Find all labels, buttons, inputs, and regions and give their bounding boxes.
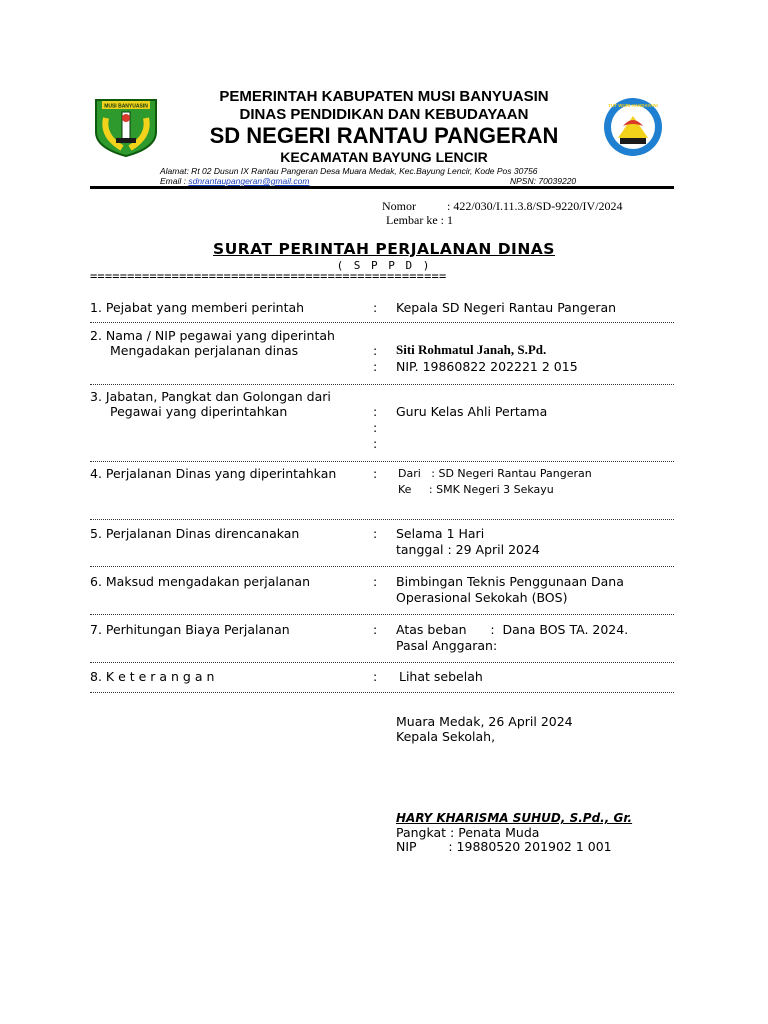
dotted-divider xyxy=(90,322,674,323)
lembar-ke: Lembar ke : 1 xyxy=(386,213,453,227)
travel-purpose: Bimbingan Teknis Penggunaan Dana xyxy=(396,574,624,589)
item1-label: 1. Pejabat yang memberi perintah xyxy=(90,300,305,315)
travel-to: Ke : SMK Negeri 3 Sekayu xyxy=(398,483,554,496)
government-heading: PEMERINTAH KABUPATEN MUSI BANYUASIN xyxy=(219,88,549,105)
department-heading: DINAS PENDIDIKAN DAN KEBUDAYAAN xyxy=(239,106,529,123)
item8-label: 8. K e t e r a n g a n xyxy=(90,669,215,684)
document-subtitle: ( S P P D ) xyxy=(336,259,432,272)
item7-colon: : xyxy=(373,622,378,637)
cost-burden: Atas beban : Dana BOS TA. 2024. xyxy=(396,622,629,637)
npsn: NPSN: 70039220 xyxy=(510,176,577,186)
item3-label-cont: Pegawai yang diperintahkan xyxy=(110,404,288,419)
item2-colon-nip: : xyxy=(373,359,378,374)
title-separator: ================================================ xyxy=(90,269,447,283)
email-link[interactable]: sdnrantaupangeran@gmail.com xyxy=(188,176,310,186)
logo-lettering: MUSI BANYUASIN xyxy=(104,103,148,110)
travel-purpose-cont: Operasional Sekokah (BOS) xyxy=(396,590,568,605)
dotted-divider xyxy=(90,692,674,693)
remarks-value: Lihat sebelah xyxy=(399,669,483,684)
employee-name: Siti Rohmatul Janah, S.Pd. xyxy=(396,342,547,357)
item8-colon: : xyxy=(373,669,378,684)
letterhead-rule xyxy=(90,186,674,189)
item3-colon-3: : xyxy=(373,436,378,451)
item1-value: Kepala SD Negeri Rantau Pangeran xyxy=(396,300,617,315)
item5-colon: : xyxy=(373,526,378,541)
contact-line xyxy=(160,176,309,186)
travel-duration: Selama 1 Hari xyxy=(396,526,485,541)
item1-colon: : xyxy=(373,300,378,315)
dotted-divider xyxy=(90,461,674,462)
signer-rank: Pangkat : Penata Muda xyxy=(396,825,540,840)
district-heading: KECAMATAN BAYUNG LENCIR xyxy=(280,149,488,165)
dotted-divider xyxy=(90,662,674,663)
item6-label: 6. Maksud mengadakan perjalanan xyxy=(90,574,311,589)
item2-label-cont: Mengadakan perjalanan dinas xyxy=(110,343,299,358)
nomor-label: Nomor xyxy=(382,199,416,213)
email-label: Email : xyxy=(160,176,186,186)
document-title: SURAT PERINTAH PERJALANAN DINAS xyxy=(213,240,555,258)
item2-label: 2. Nama / NIP pegawai yang diperintah xyxy=(90,328,335,343)
dotted-divider xyxy=(90,566,674,567)
item3-label: 3. Jabatan, Pangkat dan Golongan dari xyxy=(90,389,331,404)
signer-position: Kepala Sekolah, xyxy=(396,729,496,744)
dotted-divider xyxy=(90,519,674,520)
signer-name: HARY KHARISMA SUHUD, S.Pd., Gr. xyxy=(396,811,633,825)
signer-nip: NIP : 19880520 201902 1 001 xyxy=(396,839,612,854)
item5-label: 5. Perjalanan Dinas direncanakan xyxy=(90,526,300,541)
item2-colon: : xyxy=(373,343,378,358)
dotted-divider xyxy=(90,614,674,615)
travel-from: Dari : SD Negeri Rantau Pangeran xyxy=(398,467,592,480)
item3-colon: : xyxy=(373,404,378,419)
employee-position: Guru Kelas Ahli Pertama xyxy=(396,404,548,419)
school-name: SD NEGERI RANTAU PANGERAN xyxy=(209,123,559,148)
signing-place-date: Muara Medak, 26 April 2024 xyxy=(396,714,573,729)
item6-colon: : xyxy=(373,574,378,589)
item4-colon: : xyxy=(373,466,378,481)
school-address: Alamat: Rt 02 Dusun IX Rantau Pangeran Desa Muara Medak, Kec.Bayung Lencir, Kode Pos 30756 xyxy=(160,166,538,176)
employee-nip: NIP. 19860822 202221 2 015 xyxy=(396,359,578,374)
item7-label: 7. Perhitungan Biaya Perjalanan xyxy=(90,622,290,637)
dotted-divider xyxy=(90,384,674,385)
item4-label: 4. Perjalanan Dinas yang diperintahkan xyxy=(90,466,337,481)
item3-colon-2: : xyxy=(373,420,378,435)
budget-article: Pasal Anggaran: xyxy=(396,638,498,653)
nomor-value: : 422/030/I.11.3.8/SD-9220/IV/2024 xyxy=(447,199,623,213)
travel-date: tanggal : 29 April 2024 xyxy=(396,542,540,557)
logo-lettering: TUT WURI HANDAYANI xyxy=(608,103,658,108)
